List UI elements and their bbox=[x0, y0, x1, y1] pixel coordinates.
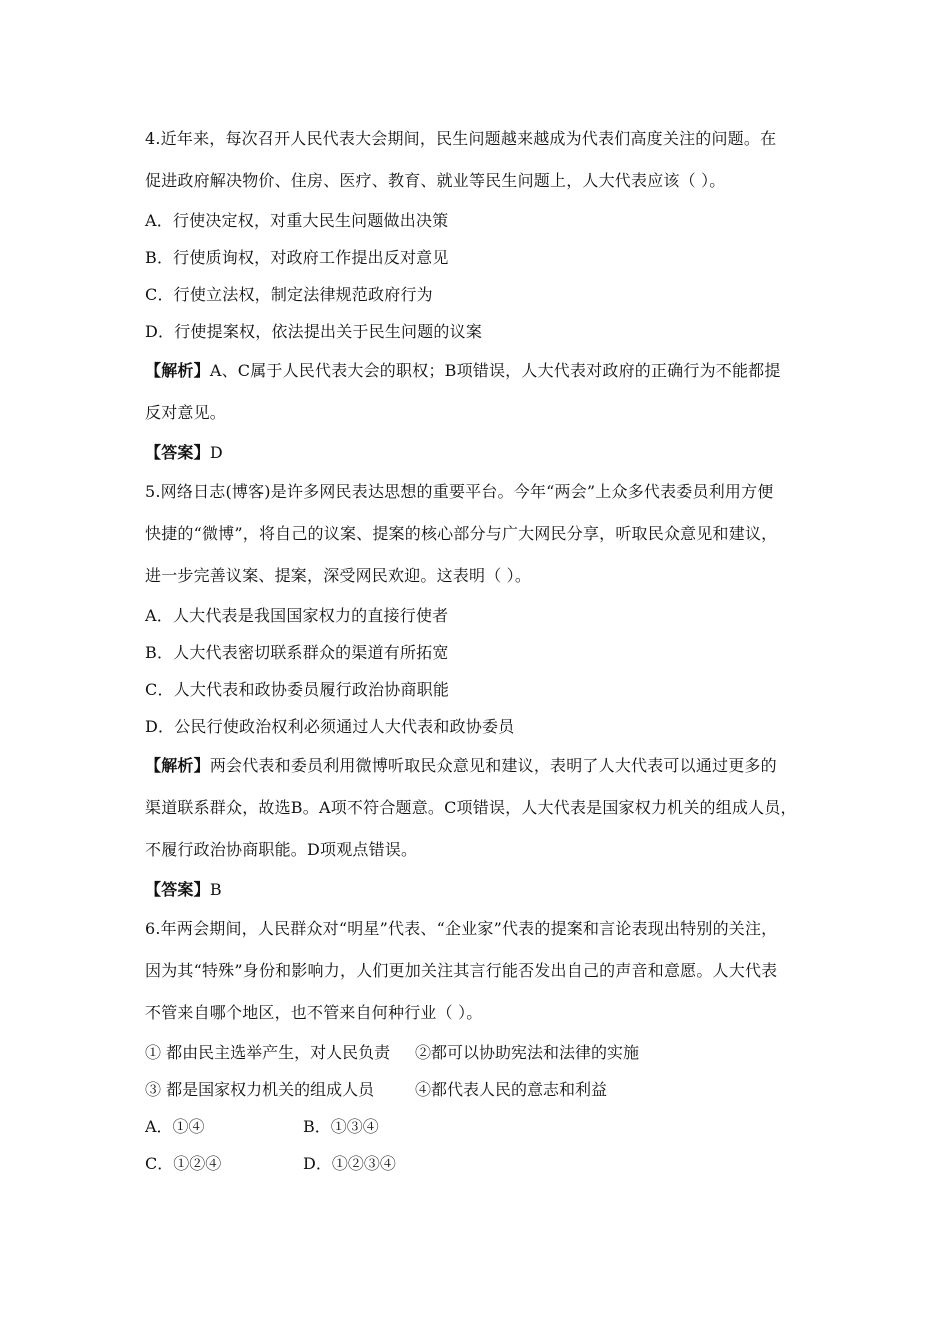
q6-stem-line2: 因为其“特殊”身份和影响力，人们更加关注其言行能否发出自己的声音和意愿。人大代表 bbox=[145, 961, 778, 980]
q4-option-c: C．行使立法权，制定法律规范政府行为 bbox=[145, 285, 433, 304]
q4-option-b: B．行使质询权，对政府工作提出反对意见 bbox=[145, 248, 449, 267]
q6-statement-4: ④都代表人民的意志和利益 bbox=[415, 1080, 608, 1099]
q6-stem-line1: 6.年两会期间，人民群众对“明星”代表、“企业家”代表的提案和言论表现出特别的关注， bbox=[145, 919, 778, 938]
q4-answer-value: D bbox=[209, 443, 223, 462]
q5-stem-line3: 进一步完善议案、提案，深受网民欢迎。这表明（ ）。 bbox=[145, 566, 532, 585]
q4-analysis-label: 【解析】 bbox=[145, 361, 210, 380]
q5-answer bbox=[145, 871, 825, 908]
q5-analysis-label: 【解析】 bbox=[145, 756, 210, 775]
q5-answer-value: B bbox=[209, 880, 222, 899]
q5-stem-line1: 5.网络日志(博客)是许多网民表达思想的重要平台。今年“两会”上众多代表委员利用方便 bbox=[145, 482, 774, 501]
q6-statements-row2 bbox=[145, 1071, 825, 1108]
q4-stem-line2: 促进政府解决物价、住房、医疗、教育、就业等民生问题上，人大代表应该（ ）。 bbox=[145, 171, 726, 190]
q6-statement-3: ③ 都是国家权力机关的组成人员 bbox=[145, 1080, 375, 1099]
q5-analysis bbox=[145, 745, 825, 787]
q5-option-c: C．人大代表和政协委员履行政治协商职能 bbox=[145, 680, 450, 699]
q6-options-row2 bbox=[145, 1145, 825, 1182]
q6-statement-2: ②都可以协助宪法和法律的实施 bbox=[415, 1043, 640, 1062]
q5-option-a: A．人大代表是我国国家权力的直接行使者 bbox=[145, 606, 449, 625]
q5-answer-label: 【答案】 bbox=[145, 880, 210, 899]
q4-option-a: A．行使决定权，对重大民生问题做出决策 bbox=[145, 211, 449, 230]
q4-option-d: D．行使提案权，依法提出关于民生问题的议案 bbox=[145, 322, 483, 341]
q6-option-b: B．①③④ bbox=[303, 1117, 379, 1136]
q6-stem-line3: 不管来自哪个地区，也不管来自何种行业（ ）。 bbox=[145, 1003, 483, 1022]
q4-analysis-text1: A、C属于人民代表大会的职权；B项错误，人大代表对政府的正确行为不能都提 bbox=[209, 361, 781, 380]
q6-option-c: C．①②④ bbox=[145, 1154, 222, 1173]
q4-stem-line1: 4.近年来，每次召开人民代表大会期间，民生问题越来越成为代表们高度关注的问题。在 bbox=[145, 129, 777, 148]
q5-option-d: D．公民行使政治权利必须通过人大代表和政协委员 bbox=[145, 717, 515, 736]
q4-answer-label: 【答案】 bbox=[145, 443, 210, 462]
q5-stem-line2: 快捷的“微博”，将自己的议案、提案的核心部分与广大网民分享，听取民众意见和建议， bbox=[145, 524, 778, 543]
q4-answer bbox=[145, 434, 825, 471]
q5-analysis-text1: 两会代表和委员利用微博听取民众意见和建议，表明了人大代表可以通过更多的 bbox=[209, 756, 777, 775]
q6-options-row1 bbox=[145, 1108, 825, 1145]
q6-option-a: A．①④ bbox=[145, 1117, 205, 1136]
q6-option-d: D．①②③④ bbox=[303, 1154, 396, 1173]
q4-analysis bbox=[145, 350, 825, 392]
q5-analysis-line3: 不履行政治协商职能。D项观点错误。 bbox=[145, 840, 418, 859]
document-content bbox=[145, 118, 825, 1182]
q5-option-b: B．人大代表密切联系群众的渠道有所拓宽 bbox=[145, 643, 449, 662]
q6-statement-1: ① 都由民主选举产生，对人民负责 bbox=[145, 1043, 391, 1062]
q4-analysis-line2: 反对意见。 bbox=[145, 403, 227, 422]
q5-analysis-line2: 渠道联系群众，故选B。A项不符合题意。C项错误，人大代表是国家权力机关的组成人员， bbox=[145, 798, 797, 817]
q6-statements-row1 bbox=[145, 1034, 825, 1071]
